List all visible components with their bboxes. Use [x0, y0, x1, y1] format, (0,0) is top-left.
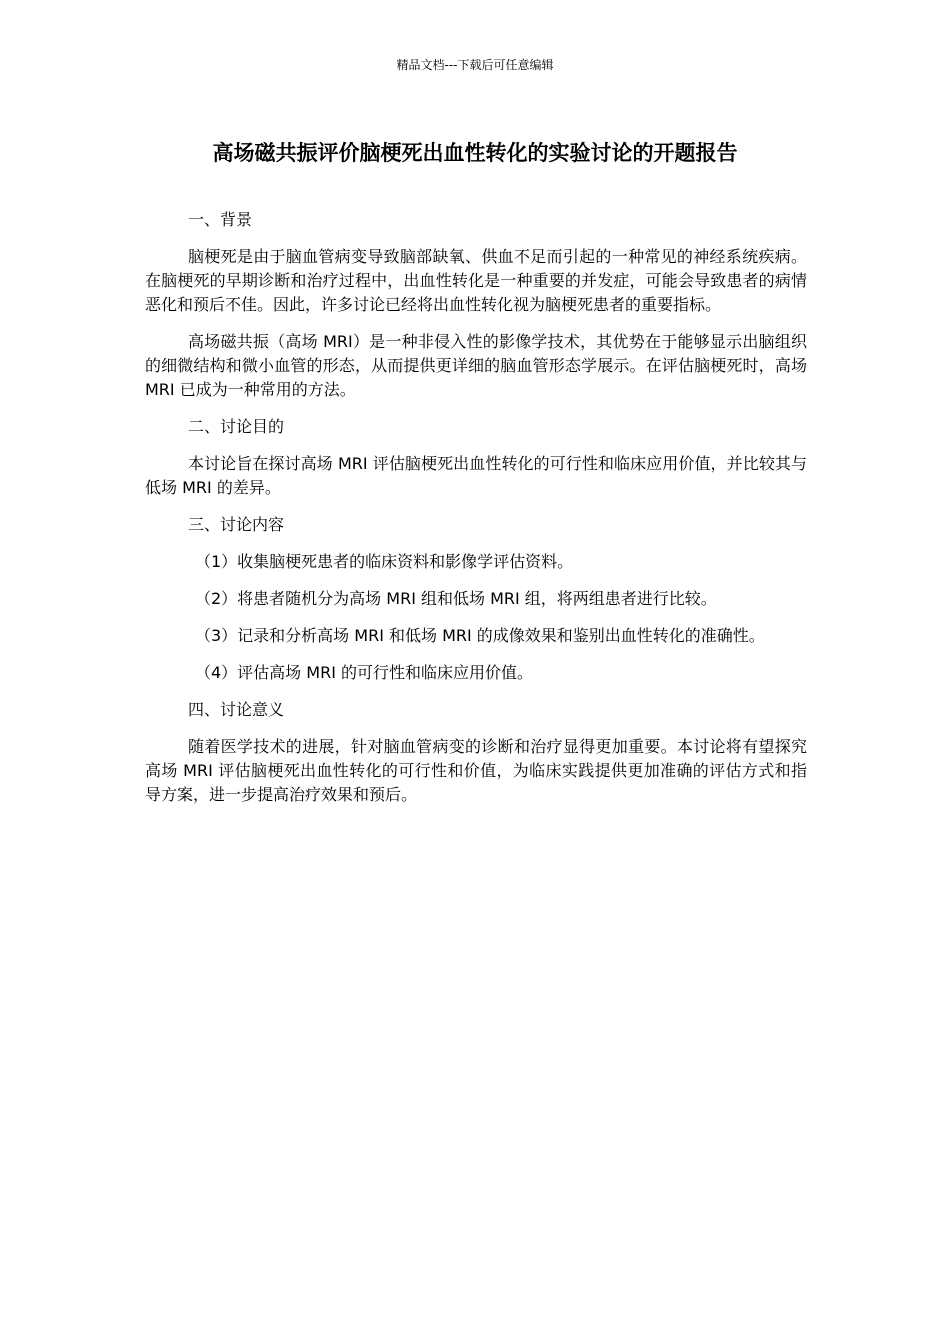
paragraph: 高场磁共振（高场 MRI）是一种非侵入性的影像学技术，其优势在于能够显示出脑组织的细微结构和微小血管的形态，从而提供更详细的脑血管形态学展示。在评估脑梗死时，高场 MRI 已成为一种常用的方法。	[145, 332, 807, 399]
document-body	[145, 208, 807, 820]
paragraph: 随着医学技术的进展，针对脑血管病变的诊断和治疗显得更加重要。本讨论将有望探究高场 MRI 评估脑梗死出血性转化的可行性和价值，为临床实践提供更加准确的评估方式和指导方案，进一步提高治疗效果和预后。	[145, 737, 807, 804]
section-heading: 四、讨论意义	[188, 700, 285, 719]
section-content	[145, 513, 807, 685]
section-heading: 三、讨论内容	[188, 515, 285, 534]
section-background	[145, 208, 807, 402]
paragraph: 脑梗死是由于脑血管病变导致脑部缺氧、供血不足而引起的一种常见的神经系统疾病。在脑梗死的早期诊断和治疗过程中，出血性转化是一种重要的并发症，可能会导致患者的病情恶化和预后不佳。因此，许多讨论已经将出血性转化视为脑梗死患者的重要指标。	[145, 247, 807, 314]
list-item: （4）评估高场 MRI 的可行性和临床应用价值。	[195, 663, 533, 682]
document-title: 高场磁共振评价脑梗死出血性转化的实验讨论的开题报告	[212, 141, 738, 165]
section-purpose	[145, 415, 807, 500]
page-header: 精品文档---下载后可任意编辑	[396, 58, 554, 72]
section-significance	[145, 698, 807, 807]
paragraph: 本讨论旨在探讨高场 MRI 评估脑梗死出血性转化的可行性和临床应用价值，并比较其与低场 MRI 的差异。	[145, 454, 807, 497]
section-heading: 二、讨论目的	[188, 417, 285, 436]
list-item: （1）收集脑梗死患者的临床资料和影像学评估资料。	[195, 552, 574, 571]
list-item: （3）记录和分析高场 MRI 和低场 MRI 的成像效果和鉴别出血性转化的准确性。	[195, 626, 765, 645]
section-heading: 一、背景	[188, 210, 253, 229]
list-item: （2）将患者随机分为高场 MRI 组和低场 MRI 组，将两组患者进行比较。	[195, 589, 717, 608]
